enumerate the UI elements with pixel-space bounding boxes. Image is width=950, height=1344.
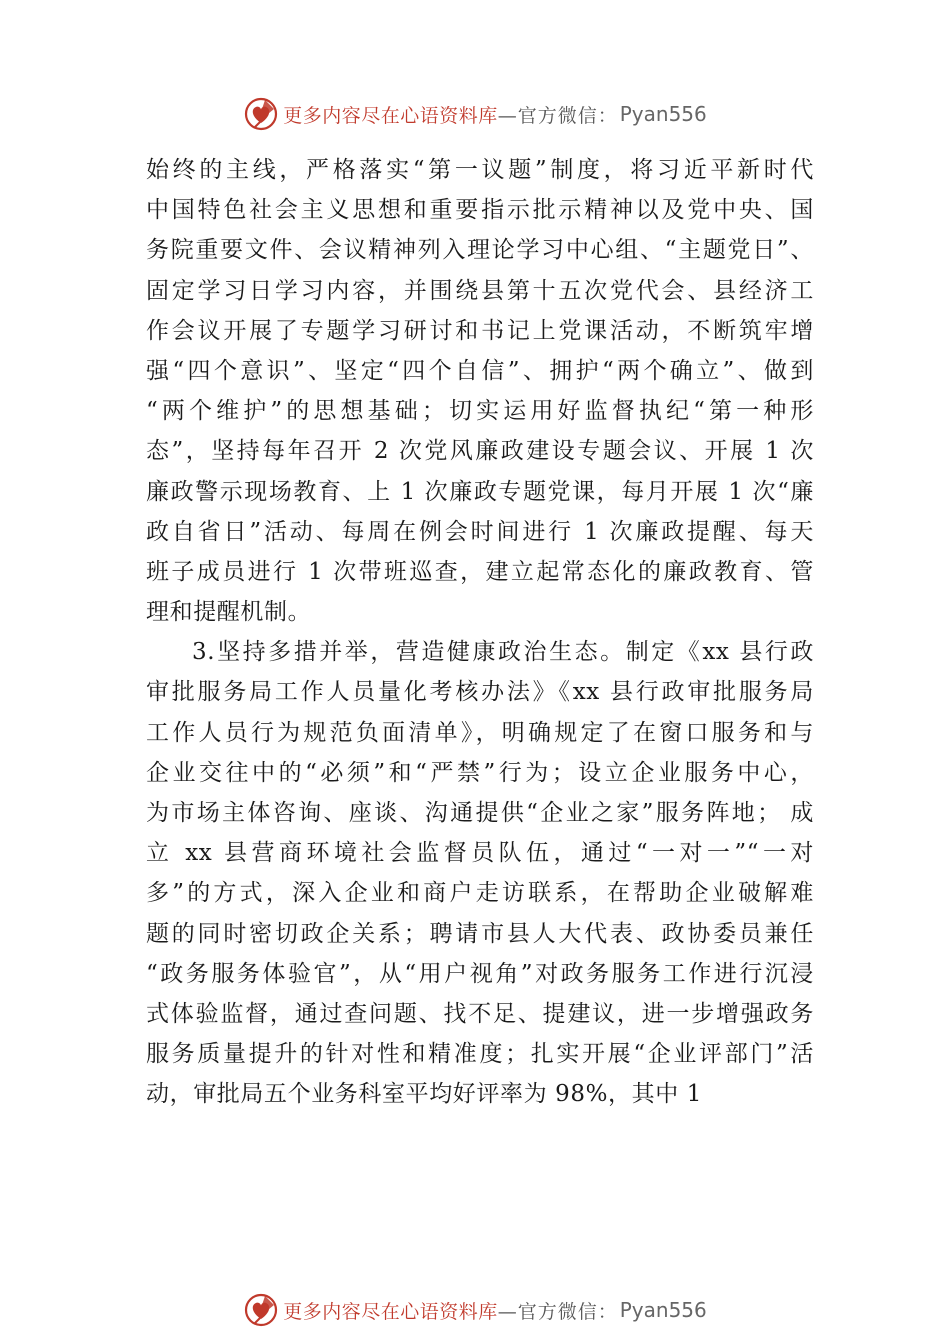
- text-line: 强“四个意识”、坚定“四个自信”、拥护“两个确立”、做到: [146, 357, 814, 384]
- paragraph-1: [146, 150, 814, 632]
- paragraph-2: [146, 632, 814, 1114]
- library-name: 更多内容尽在心语资料库: [283, 104, 498, 127]
- text-line: 多”的方式，深入企业和商户走访联系，在帮助企业破解难: [146, 880, 814, 907]
- wechat-id: Pyan556: [619, 102, 707, 126]
- text-line: “两个维护”的思想基础；切实运用好监督执纪“第一种形: [146, 398, 814, 425]
- heart-pen-logo-icon: [243, 96, 279, 132]
- text-line: 态”，坚持每年召开 2 次党风廉政建设专题会议、开展 1 次: [146, 438, 814, 465]
- text-line: 题的同时密切政企关系；聘请市县人大代表、政协委员兼任: [146, 920, 814, 947]
- text-line: 审批服务局工作人员量化考核办法》《xx 县行政审批服务局: [146, 679, 814, 706]
- text-line: 固定学习日学习内容，并围绕县第十五次党代会、县经济工: [146, 277, 814, 304]
- heart-pen-logo-icon: [243, 1292, 279, 1328]
- wechat-id: Pyan556: [619, 1298, 707, 1322]
- header-watermark: [0, 94, 950, 134]
- text-line: “政务服务体验官”，从“用户视角”对政务服务工作进行沉浸: [146, 960, 814, 987]
- text-line: 政自省日”活动、每周在例会时间进行 1 次廉政提醒、每天: [146, 518, 814, 545]
- document-body: [146, 150, 814, 1115]
- official-wechat-label: —官方微信：: [497, 1300, 618, 1323]
- text-line: 立 xx 县营商环境社会监督员队伍，通过“一对一”“一对: [146, 840, 814, 867]
- text-line: 企业交往中的“必须”和“严禁”行为；设立企业服务中心，: [146, 759, 814, 786]
- text-line: 式体验监督，通过查问题、找不足、提建议，进一步增强政务: [146, 1000, 814, 1027]
- text-line: 为市场主体咨询、座谈、沟通提供“企业之家”服务阵地； 成: [146, 800, 814, 826]
- official-wechat-label: —官方微信：: [497, 104, 618, 127]
- text-line: 动，审批局五个业务科室平均好评率为 98%，其中 1: [146, 1081, 702, 1108]
- text-line: 理和提醒机制。: [146, 599, 312, 626]
- text-line: 务院重要文件、会议精神列入理论学习中心组、“主题党日”、: [146, 237, 814, 264]
- text-line: 班子成员进行 1 次带班巡查，建立起常态化的廉政教育、管: [146, 558, 814, 585]
- text-line: 廉政警示现场教育、上 1 次廉政专题党课，每月开展 1 次“廉: [146, 478, 814, 505]
- text-line: 服务质量提升的针对性和精准度；扎实开展“企业评部门”活: [146, 1041, 814, 1068]
- text-line: 中国特色社会主义思想和重要指示批示精神以及党中央、国: [146, 197, 814, 224]
- text-line: 3.坚持多措并举，营造健康政治生态。制定《xx 县行政: [192, 639, 814, 666]
- footer-watermark: [0, 1290, 950, 1330]
- text-line: 工作人员行为规范负面清单》，明确规定了在窗口服务和与: [146, 719, 814, 746]
- text-line: 作会议开展了专题学习研讨和书记上党课活动，不断筑牢增: [146, 317, 814, 344]
- text-line: 始终的主线，严格落实“第一议题”制度，将习近平新时代: [146, 157, 814, 183]
- library-name: 更多内容尽在心语资料库: [283, 1300, 498, 1323]
